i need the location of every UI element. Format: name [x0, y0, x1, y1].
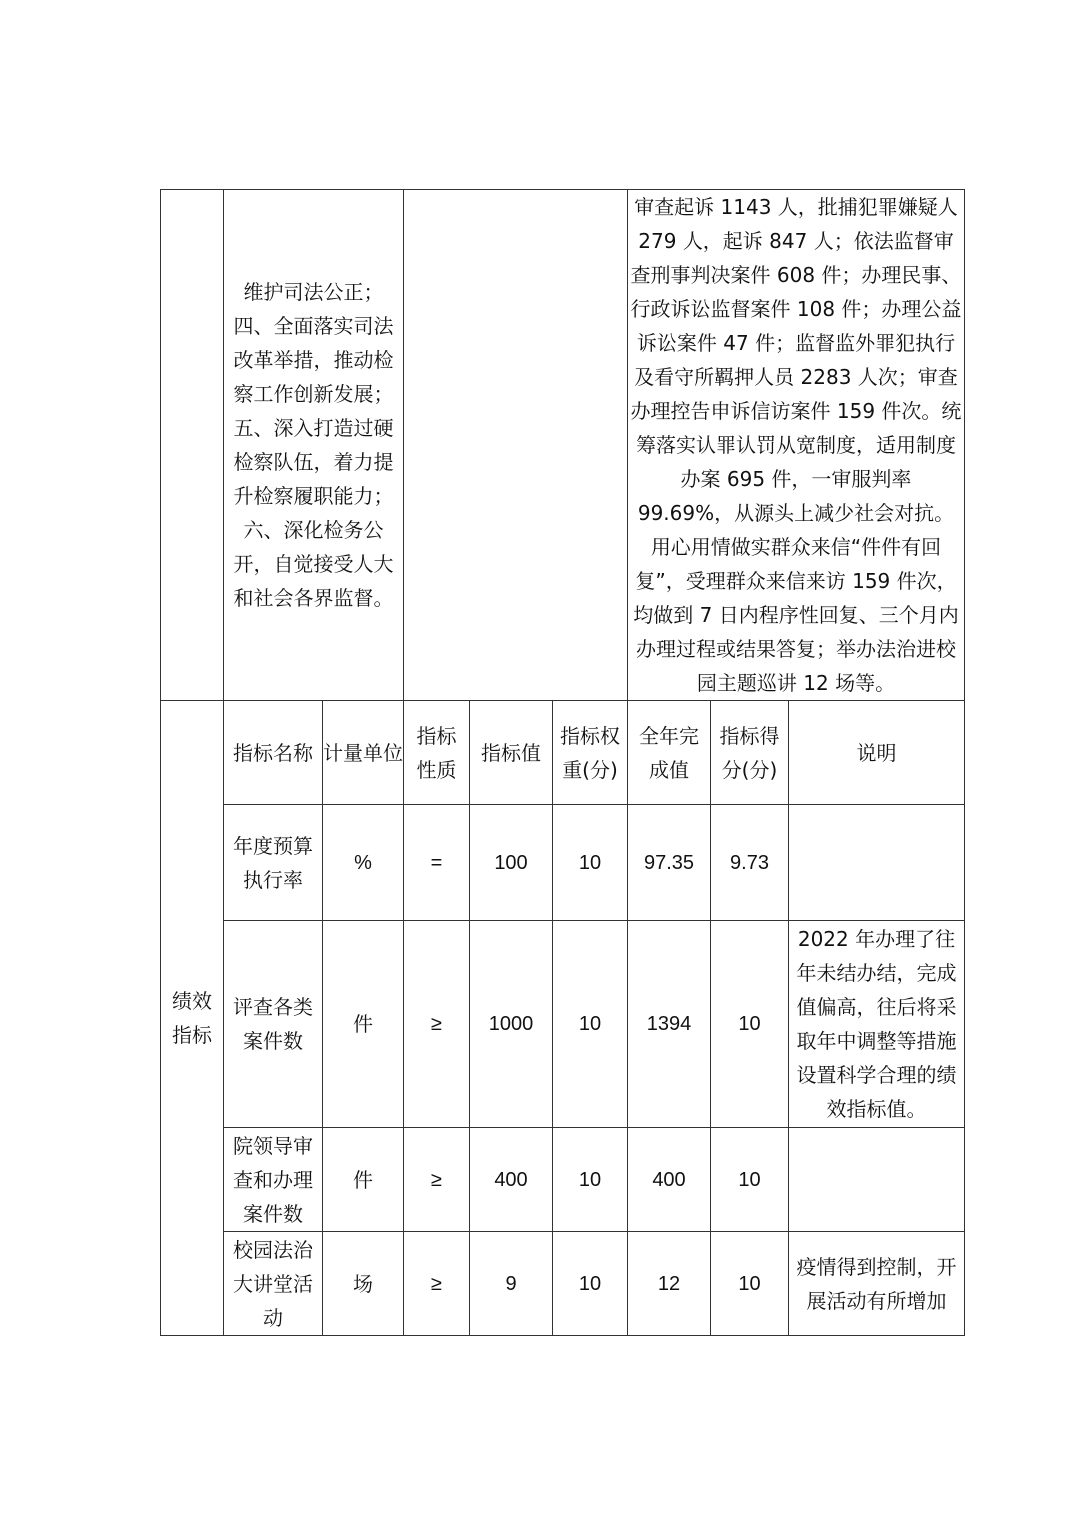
header-name: 指标名称: [224, 701, 323, 805]
header-row: [161, 701, 965, 805]
table-row: [161, 1128, 965, 1232]
middle-cell: [404, 190, 628, 701]
indicator-actual: 1394: [628, 921, 711, 1128]
header-target: 指标值: [470, 701, 553, 805]
indicator-unit: %: [323, 805, 404, 921]
indicator-nature: ≥: [404, 921, 470, 1128]
indicator-nature: =: [404, 805, 470, 921]
indicator-target: 9: [470, 1232, 553, 1336]
indicator-note: [789, 805, 965, 921]
indicator-weight: 10: [553, 805, 628, 921]
header-score: 指标得分(分): [711, 701, 789, 805]
header-nature: 指标性质: [404, 701, 470, 805]
indicator-note: 2022 年办理了往年未结办结，完成值偏高，往后将采取年中调整等措施设置科学合理的绩效指标值。: [789, 921, 965, 1128]
continuation-empty-label: [161, 190, 224, 701]
indicator-score: 9.73: [711, 805, 789, 921]
table-row: [161, 921, 965, 1128]
indicator-name: 年度预算执行率: [224, 805, 323, 921]
indicator-actual: 97.35: [628, 805, 711, 921]
indicator-unit: 场: [323, 1232, 404, 1336]
indicator-score: 10: [711, 921, 789, 1128]
header-actual: 全年完成值: [628, 701, 711, 805]
indicator-target: 400: [470, 1128, 553, 1232]
header-weight: 指标权重(分): [553, 701, 628, 805]
table-row: [161, 805, 965, 921]
indicator-score: 10: [711, 1232, 789, 1336]
goals-text: 维护司法公正；四、全面落实司法改革举措，推动检察工作创新发展；五、深入打造过硬检察队伍，着力提升检察履职能力；六、深化检务公开，自觉接受人大和社会各界监督。: [233, 280, 394, 610]
indicator-actual: 12: [628, 1232, 711, 1336]
header-unit: 计量单位: [323, 701, 404, 805]
continuation-row: [161, 190, 965, 701]
indicator-score: 10: [711, 1128, 789, 1232]
section-label: 绩效指标: [161, 701, 224, 1336]
indicator-note: [789, 1128, 965, 1232]
indicator-name: 评查各类案件数: [224, 921, 323, 1128]
indicator-unit: 件: [323, 921, 404, 1128]
indicator-target: 100: [470, 805, 553, 921]
indicator-target: 1000: [470, 921, 553, 1128]
table-row: [161, 1232, 965, 1336]
indicator-unit: 件: [323, 1128, 404, 1232]
indicator-name: 院领导审查和办理案件数: [224, 1128, 323, 1232]
completion-cell: [628, 190, 965, 701]
performance-table: [160, 189, 965, 1336]
indicator-actual: 400: [628, 1128, 711, 1232]
goals-cell: [224, 190, 404, 701]
indicator-weight: 10: [553, 921, 628, 1128]
indicator-weight: 10: [553, 1128, 628, 1232]
indicator-nature: ≥: [404, 1128, 470, 1232]
indicator-weight: 10: [553, 1232, 628, 1336]
indicator-nature: ≥: [404, 1232, 470, 1336]
indicator-name: 校园法治大讲堂活动: [224, 1232, 323, 1336]
header-note: 说明: [789, 701, 965, 805]
indicator-note: 疫情得到控制，开展活动有所增加: [789, 1232, 965, 1336]
completion-text: 审查起诉 1143 人，批捕犯罪嫌疑人 279 人，起诉 847 人；依法监督审查刑事判决案件 608 件；办理民事、行政诉讼监督案件 108 件；办理公益诉讼案件 47 件；监督监外罪犯执行及看守所羁押人员 2283 人次；审查办理控告申诉信访案件 159 件次。统筹落实认罪认罚从宽制度，适用制度办案 695 件，一审服判率 99.69%，从源头上减少社会对抗。用心用情做实群众来信“件件有回复”，受理群众来信来访 159 件次，均做到 7 日内程序性回复、三个月内办理过程或结果答复；举办法治进校园主题巡讲 12 场等。: [630, 195, 962, 695]
